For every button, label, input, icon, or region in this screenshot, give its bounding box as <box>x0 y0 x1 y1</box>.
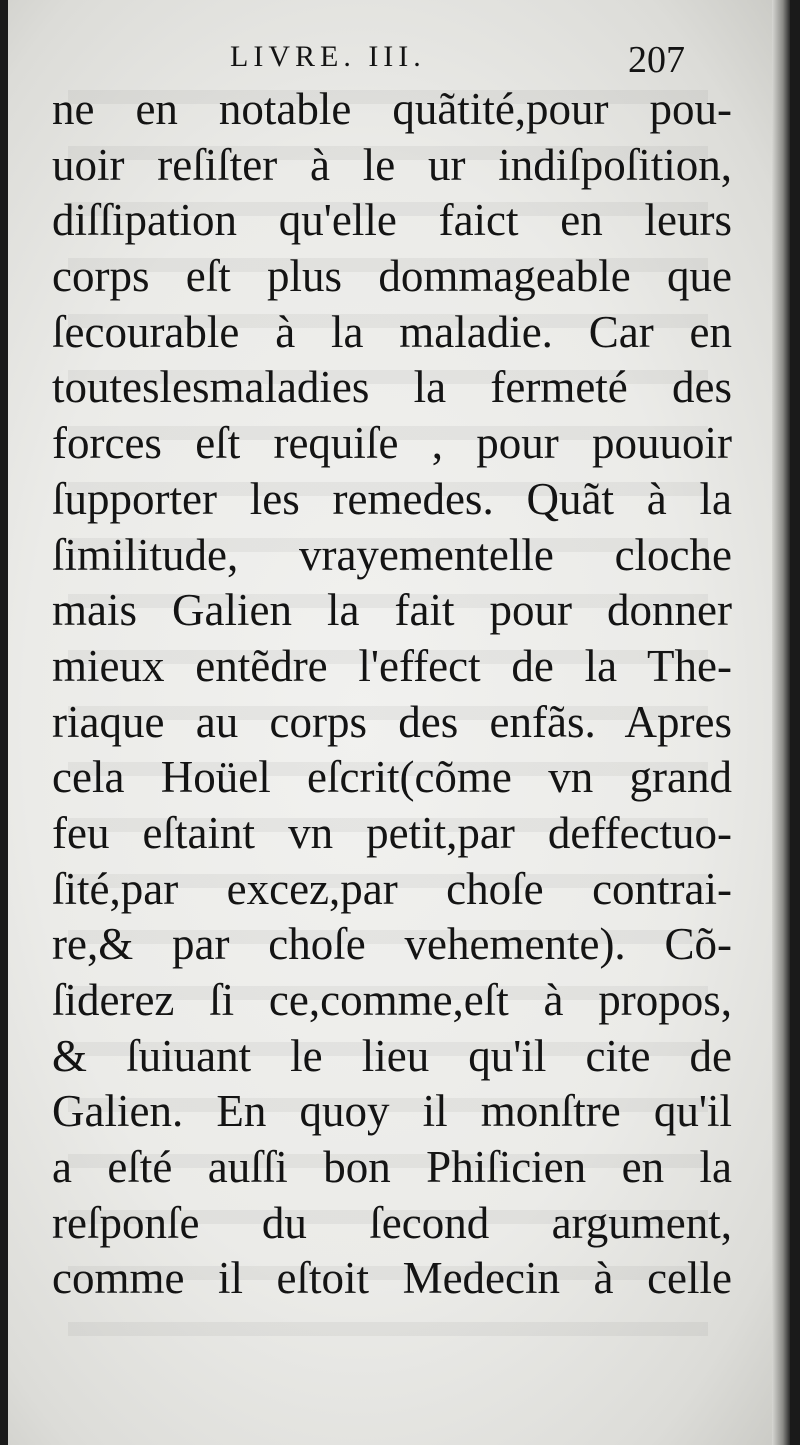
text-line-19: Galien. En quoy il monſtre qu'il <box>52 1086 732 1137</box>
text-line-21: reſponſe du ſecond argument, <box>52 1197 732 1248</box>
text-line-8: ſupporter les remedes. Quãt à la <box>52 473 732 524</box>
text-line-7: forces eſt requiſe , pour pouuoir <box>52 418 732 469</box>
text-line-3: diſſipation qu'elle faict en leurs <box>52 195 732 246</box>
text-line-22: comme il eſtoit Medecin à celle <box>52 1253 732 1304</box>
text-line-2: uoir reſiſter à le ur indiſpoſition, <box>52 139 732 190</box>
text-line-14: feu eſtaint vn petit,par deffectuo- <box>52 807 732 858</box>
book-page <box>8 0 790 1445</box>
text-line-4: corps eſt plus dommageable que <box>52 251 732 302</box>
running-title: LIVRE. III. <box>230 40 426 73</box>
text-line-16: re,& par choſe vehemente). Cõ- <box>52 919 732 970</box>
text-line-9: ſimilitude, vrayementelle cloche <box>52 529 732 580</box>
text-line-12: riaque au corps des enfãs. Apres <box>52 696 732 747</box>
text-line-1: ne en notable quãtité,pour pou- <box>52 84 732 134</box>
text-line-18: & ſuiuant le lieu qu'il cite de <box>52 1030 732 1081</box>
text-line-13: cela Hoüel eſcrit(cõme vn grand <box>52 752 732 803</box>
page-edge-shadow <box>772 0 790 1445</box>
text-line-11: mieux entẽdre l'effect de la The- <box>52 640 732 691</box>
text-line-20: a eſté auſſi bon Phiſicien en la <box>52 1142 732 1193</box>
body-text <box>52 82 732 1307</box>
text-line-6: touteslesmaladies la fermeté des <box>52 362 732 413</box>
text-line-17: ſiderez ſi ce,comme,eſt à propos, <box>52 975 732 1025</box>
page-number: 207 <box>628 39 685 81</box>
text-line-10: mais Galien la fait pour donner <box>52 585 732 636</box>
text-line-15: ſité,par excez,par choſe contrai- <box>52 863 732 914</box>
text-line-5: ſecourable à la maladie. Car en <box>52 306 732 357</box>
